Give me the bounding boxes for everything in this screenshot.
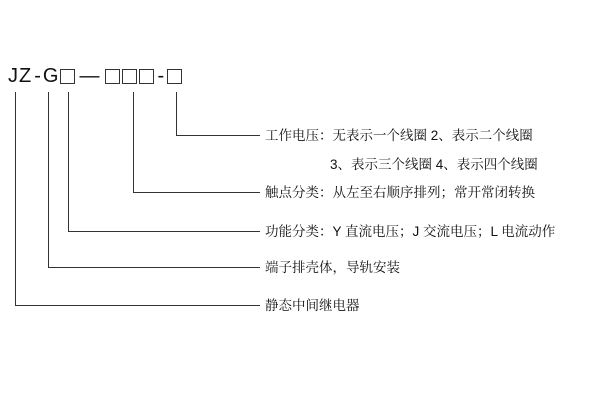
- code-box-voltage: [167, 69, 182, 84]
- model-code: [8, 63, 183, 89]
- leader-line-terminal-case-vertical: [48, 92, 49, 268]
- leader-line-relay-type-horizontal: [15, 305, 260, 306]
- code-dash-2: —: [79, 64, 100, 87]
- code-letter-j: J: [8, 65, 19, 87]
- annotation-function-class: 功能分类：Y 直流电压；J 交流电压；L 电流动作: [265, 224, 556, 239]
- code-box-function: [60, 69, 75, 84]
- code-box-contact-3: [139, 69, 154, 84]
- code-letter-g: G: [42, 65, 60, 87]
- code-box-contact-1: [105, 69, 120, 84]
- leader-line-working-voltage-horizontal: [176, 135, 260, 136]
- leader-line-relay-type-vertical: [15, 92, 16, 306]
- leader-line-working-voltage-vertical: [176, 92, 177, 136]
- leader-line-function-class-horizontal: [68, 231, 260, 232]
- annotation-contact-class: 触点分类：从左至右顺序排列；常开常闭转换: [265, 185, 535, 200]
- annotation-terminal-case: 端子排壳体，导轨安装: [265, 260, 400, 275]
- annotation-working-voltage-line2: 3、表示三个线圈 4、表示四个线圈: [330, 157, 538, 172]
- code-dash-1: -: [34, 65, 41, 87]
- leader-line-function-class-vertical: [68, 92, 69, 232]
- code-box-group-contacts: [104, 69, 155, 84]
- code-letter-z: Z: [19, 65, 33, 87]
- annotation-working-voltage-line1: 工作电压：无表示一个线圈 2、表示二个线圈: [265, 128, 533, 143]
- leader-line-contact-class-vertical: [133, 92, 134, 193]
- code-box-contact-2: [122, 69, 137, 84]
- leader-line-terminal-case-horizontal: [48, 267, 260, 268]
- code-dash-3: -: [157, 65, 165, 87]
- leader-line-contact-class-horizontal: [133, 192, 260, 193]
- annotation-relay-type: 静态中间继电器: [265, 298, 360, 313]
